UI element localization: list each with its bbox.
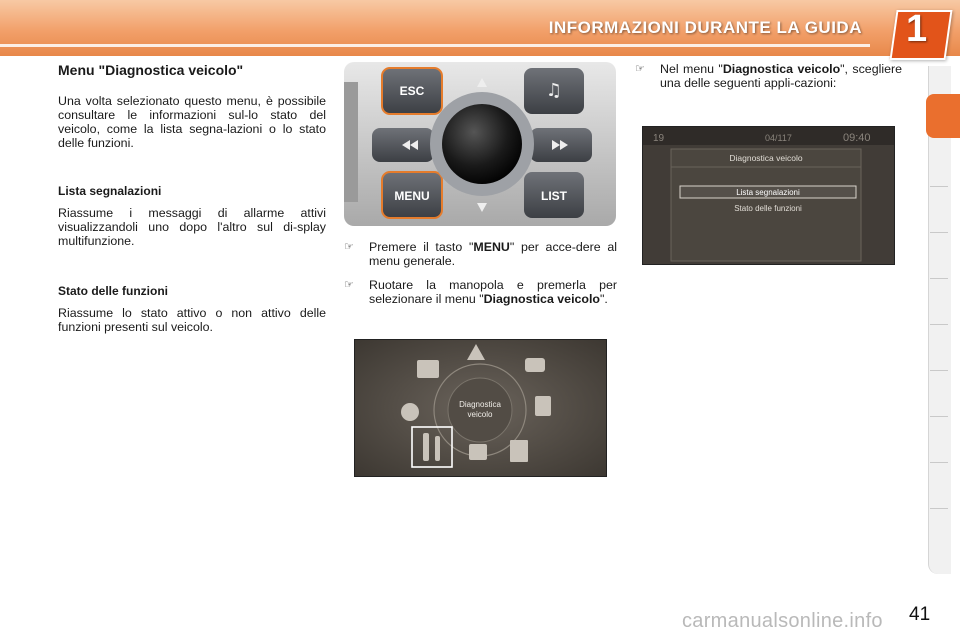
diagnostic-key-text: Diagnostica veicolo (722, 62, 841, 76)
menu-key-text: MENU (473, 240, 510, 254)
menu-item-function-status[interactable]: Stato delle funzioni (734, 204, 802, 213)
status-left: 19 (653, 133, 665, 144)
tools-icon (423, 433, 429, 461)
chapter-tab-active[interactable] (926, 94, 960, 138)
center-label-line2: veicolo (467, 410, 493, 419)
tab-divider (930, 232, 948, 233)
tab-divider (930, 416, 948, 417)
page-number: 41 (909, 604, 931, 625)
diagnostic-key-text: Diagnostica veicolo (483, 292, 600, 306)
middle-instructions (341, 240, 617, 316)
svg-text:♫: ♫ (545, 80, 563, 101)
navigation-icon (401, 403, 419, 421)
instruction-2: ☞ Ruotare la manopola e premerla per selezionare il menu "Diagnostica veicolo". (344, 278, 617, 306)
control-panel-image (344, 62, 616, 226)
tab-divider (930, 462, 948, 463)
pointer-icon: ☞ (635, 63, 645, 75)
tab-divider (930, 508, 948, 509)
tab-divider (930, 324, 948, 325)
instruction-3: ☞ Nel menu "Diagnostica veicolo", scegliere una delle seguenti appli-cazioni: (635, 62, 902, 90)
audio-icon (510, 440, 528, 462)
settings-icon (535, 396, 551, 416)
display-screenshot-diagnostic (642, 126, 895, 265)
menu-button-label: MENU (394, 189, 430, 203)
menu-item-warning-list[interactable]: Lista segnalazioni (736, 188, 800, 197)
menu-title: Diagnostica veicolo (729, 153, 803, 163)
warnings-paragraph: Riassume i messaggi di allarme attivi visualizzandoli uno dopo l'altro sul di-splay multifunzione. (58, 206, 326, 248)
status-paragraph: Riassume lo stato attivo o non attivo delle funzioni presenti sul veicolo. (58, 306, 326, 334)
tab-divider (930, 278, 948, 279)
status-track: 04/117 (765, 133, 792, 143)
chapter-tabs (928, 66, 951, 574)
pointer-icon: ☞ (344, 279, 354, 291)
book-icon (417, 360, 439, 378)
left-column (58, 62, 326, 334)
right-column (632, 62, 902, 100)
subsection-title-warnings: Lista segnalazioni (58, 184, 162, 198)
header-rule (0, 44, 870, 47)
chapter-title: INFORMAZIONI DURANTE LA GUIDA (548, 18, 862, 37)
pointer-icon: ☞ (344, 241, 354, 253)
phone-icon (525, 358, 545, 372)
chapter-number: 1 (906, 8, 928, 50)
section-title: Menu "Diagnostica veicolo" (58, 62, 244, 78)
tab-divider (930, 186, 948, 187)
subsection-title-status: Stato delle funzioni (58, 284, 168, 298)
instruction-1: ☞ Premere il tasto "MENU" per acce-dere al menu generale. (344, 240, 617, 268)
tab-divider (930, 370, 948, 371)
watermark: carmanualsonline.info (682, 610, 883, 632)
esc-button-label: ESC (399, 84, 425, 98)
center-label-line1: Diagnostica (459, 400, 501, 409)
status-time: 09:40 (843, 132, 871, 144)
list-button-label: LIST (541, 189, 567, 203)
media-icon (469, 444, 487, 460)
display-screenshot-main-menu (354, 339, 607, 477)
intro-paragraph: Una volta selezionato questo menu, è possibile consultare le informazioni sul-lo stato del veicolo, come la lista segna-lazioni o lo stato delle funzioni. (58, 94, 326, 150)
